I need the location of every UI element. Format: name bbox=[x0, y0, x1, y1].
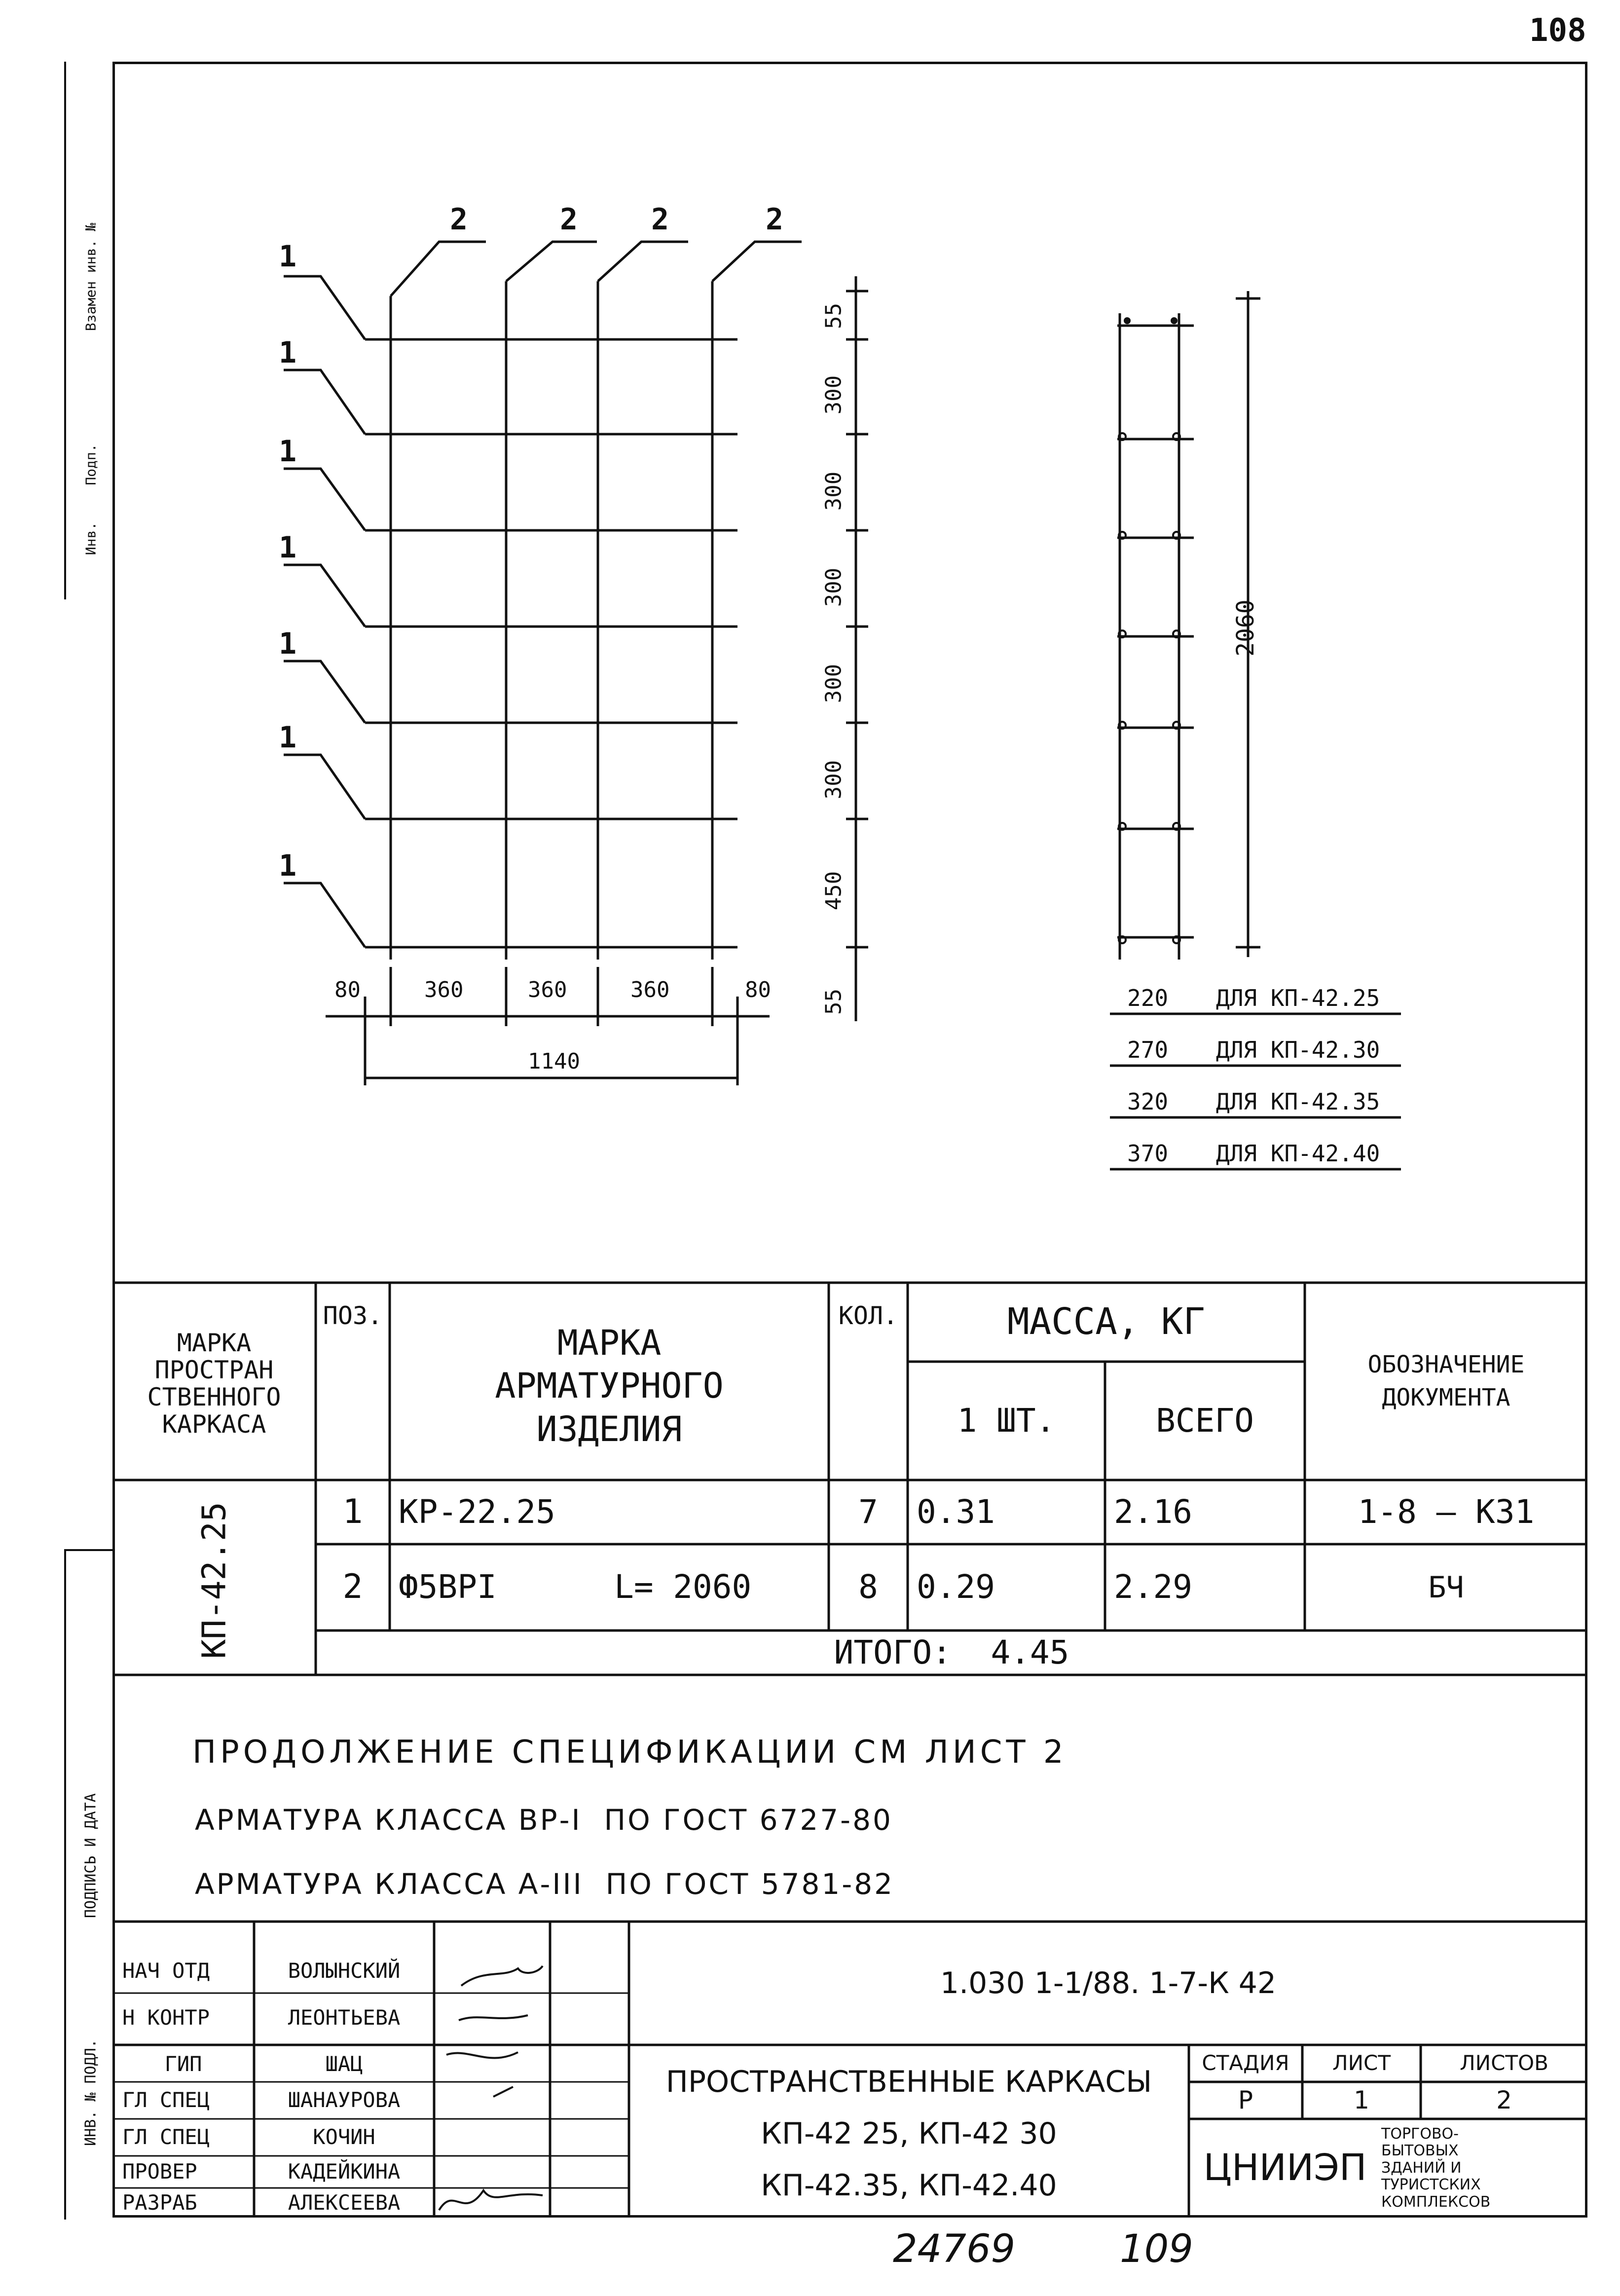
header-pos: ПОЗ. bbox=[323, 1301, 383, 1330]
sig-role: НАЧ ОТД bbox=[122, 1958, 210, 1983]
header-item-mark-line: ИЗДЕЛИЯ bbox=[536, 1408, 682, 1449]
header-frame-mark-line: КАРКАСА bbox=[162, 1410, 266, 1439]
left-strip-label-2: Подп. bbox=[82, 444, 99, 485]
header-mass-one: 1 ШТ. bbox=[957, 1401, 1056, 1440]
document-code: 1.030 1-1/88. 1-7-К 42 bbox=[940, 1966, 1277, 2000]
spec-total: ИТОГО: 4.45 bbox=[834, 1633, 1069, 1671]
sheets-value: 2 bbox=[1496, 2086, 1512, 2114]
dim-vertical: 300 bbox=[821, 664, 847, 704]
sheet-label: ЛИСТ bbox=[1332, 2051, 1391, 2075]
sig-role: ГЛ СПЕЦ bbox=[122, 2125, 210, 2149]
drawing-title-line: КП-42 25, КП-42 30 bbox=[761, 2116, 1057, 2151]
dim-vertical: 55 bbox=[821, 989, 847, 1015]
sig-name: КАДЕЙКИНА bbox=[288, 2159, 401, 2184]
pos-label-top: 2 bbox=[651, 202, 669, 237]
section-width: 220 bbox=[1127, 985, 1169, 1011]
header-frame-mark-line: СТВЕННОГО bbox=[147, 1383, 281, 1411]
organization-detail-line: ТОРГОВО- bbox=[1381, 2125, 1459, 2143]
row-qty: 7 bbox=[858, 1492, 878, 1531]
organization-detail-line: ЗДАНИЙ И bbox=[1381, 2159, 1462, 2177]
sig-name: ВОЛЫНСКИЙ bbox=[288, 1958, 401, 1983]
row-item: КР-22.25 bbox=[399, 1492, 555, 1531]
pos-label-left: 1 bbox=[279, 849, 297, 883]
sig-role: ГЛ СПЕЦ bbox=[122, 2088, 210, 2112]
header-mass-total: ВСЕГО bbox=[1156, 1401, 1254, 1440]
dim-vertical: 300 bbox=[821, 471, 847, 511]
sig-role: ГИП bbox=[164, 2051, 202, 2076]
header-mass: МАССА, КГ bbox=[1007, 1300, 1205, 1343]
note-rebar-class-a: АРМАТУРА КЛАССА А-III ПО ГОСТ 5781-82 bbox=[195, 1867, 895, 1901]
note-rebar-class-bp: АРМАТУРА КЛАССА ВР-I ПО ГОСТ 6727-80 bbox=[195, 1803, 893, 1837]
header-doc-line: ОБОЗНАЧЕНИЕ bbox=[1367, 1350, 1525, 1378]
sig-name: ШАЦ bbox=[325, 2051, 363, 2076]
section-width-note: ДЛЯ КП-42.25 bbox=[1216, 985, 1380, 1011]
left-strip-label-1: Взамен инв. № bbox=[82, 222, 99, 332]
organization-detail-line: БЫТОВЫХ bbox=[1381, 2142, 1459, 2160]
row-doc: 1-8 — К31 bbox=[1358, 1492, 1535, 1531]
row-item: Ф5ВРI L= 2060 bbox=[399, 1568, 752, 1606]
pos-label-top: 2 bbox=[766, 202, 784, 237]
pos-label-top: 2 bbox=[450, 202, 468, 237]
row-mass-one: 0.29 bbox=[917, 1568, 995, 1606]
sig-name: ШАНАУРОВА bbox=[288, 2088, 401, 2112]
section-height-dim: 2060 bbox=[1232, 599, 1259, 657]
header-item-mark-line: МАРКА bbox=[557, 1322, 662, 1363]
dim-horizontal: 360 bbox=[528, 977, 567, 1002]
row-pos: 2 bbox=[342, 1567, 363, 1607]
drawing-title-line: КП-42.35, КП-42.40 bbox=[761, 2168, 1057, 2203]
sig-role: РАЗРАБ bbox=[122, 2190, 197, 2215]
row-doc: БЧ bbox=[1428, 1570, 1464, 1605]
row-qty: 8 bbox=[858, 1568, 878, 1606]
footer-page-number: 109 bbox=[1120, 2227, 1193, 2271]
header-item-mark-line: АРМАТУРНОГО bbox=[495, 1366, 724, 1407]
dim-horizontal: 80 bbox=[334, 977, 361, 1002]
row-pos: 1 bbox=[342, 1492, 363, 1531]
left-strip-label-3: Инв. bbox=[82, 521, 99, 555]
pos-label-left: 1 bbox=[279, 335, 297, 370]
dim-vertical: 300 bbox=[821, 375, 847, 415]
dim-vertical: 55 bbox=[821, 303, 847, 329]
organization-name: ЦНИИЭП bbox=[1203, 2147, 1367, 2189]
sig-name: КОЧИН bbox=[313, 2125, 375, 2149]
frame-mark-value: КП-42.25 bbox=[195, 1502, 233, 1659]
note-continuation: ПРОДОЛЖЕНИЕ СПЕЦИФИКАЦИИ СМ ЛИСТ 2 bbox=[192, 1734, 1068, 1771]
pos-label-top: 2 bbox=[560, 202, 578, 237]
dim-total: 1140 bbox=[528, 1049, 580, 1074]
sig-name: АЛЕКСЕЕВА bbox=[288, 2190, 401, 2215]
pos-label-left: 1 bbox=[279, 720, 297, 755]
dim-vertical: 300 bbox=[821, 567, 847, 607]
dim-horizontal: 360 bbox=[424, 977, 464, 1002]
row-mass-one: 0.31 bbox=[917, 1492, 995, 1531]
header-qty: КОЛ. bbox=[838, 1301, 898, 1330]
sig-role: ПРОВЕР bbox=[122, 2159, 197, 2184]
pos-label-left: 1 bbox=[279, 530, 297, 565]
organization-detail-line: ТУРИСТСКИХ bbox=[1381, 2176, 1481, 2194]
stage-label: СТАДИЯ bbox=[1202, 2051, 1289, 2075]
page-number-top: 108 bbox=[1529, 12, 1586, 49]
drawing-title-line: ПРОСТРАНСТВЕННЫЕ КАРКАСЫ bbox=[665, 2064, 1152, 2099]
header-frame-mark-line: ПРОСТРАН bbox=[154, 1356, 274, 1384]
header-frame-mark-line: МАРКА bbox=[177, 1329, 252, 1357]
section-width-note: ДЛЯ КП-42.35 bbox=[1216, 1088, 1380, 1115]
sheet-value: 1 bbox=[1354, 2086, 1369, 2114]
pos-label-left: 1 bbox=[279, 434, 297, 469]
section-width-note: ДЛЯ КП-42.30 bbox=[1216, 1037, 1380, 1063]
footer-doc-number: 24769 bbox=[893, 2227, 1016, 2271]
organization-detail bbox=[1381, 2121, 1587, 2215]
signature-date-label: ПОДПИСЬ И ДАТА bbox=[82, 1793, 100, 1918]
section-width: 320 bbox=[1127, 1088, 1169, 1115]
drawing-title bbox=[629, 2052, 1189, 2215]
pos-label-left: 1 bbox=[279, 627, 297, 661]
dim-vertical: 300 bbox=[821, 760, 847, 800]
organization-detail-line: КОМПЛЕКСОВ bbox=[1381, 2193, 1491, 2211]
sig-role: Н КОНТР bbox=[122, 2005, 210, 2030]
stage-value: Р bbox=[1238, 2086, 1253, 2114]
pos-label-left: 1 bbox=[279, 239, 297, 274]
dim-horizontal: 360 bbox=[630, 977, 670, 1002]
sig-name: ЛЕОНТЬЕВА bbox=[288, 2005, 401, 2030]
original-inv-label: ИНВ. № ПОДЛ. bbox=[82, 2039, 100, 2146]
dim-vertical: 450 bbox=[821, 871, 847, 911]
header-doc-line: ДОКУМЕНТА bbox=[1382, 1384, 1510, 1411]
sheets-label: ЛИСТОВ bbox=[1460, 2051, 1548, 2075]
row-mass-total: 2.16 bbox=[1114, 1492, 1192, 1531]
dim-horizontal: 80 bbox=[745, 977, 771, 1002]
section-width-note: ДЛЯ КП-42.40 bbox=[1216, 1140, 1380, 1167]
section-width: 270 bbox=[1127, 1037, 1169, 1063]
section-width: 370 bbox=[1127, 1140, 1169, 1167]
row-mass-total: 2.29 bbox=[1114, 1568, 1192, 1606]
